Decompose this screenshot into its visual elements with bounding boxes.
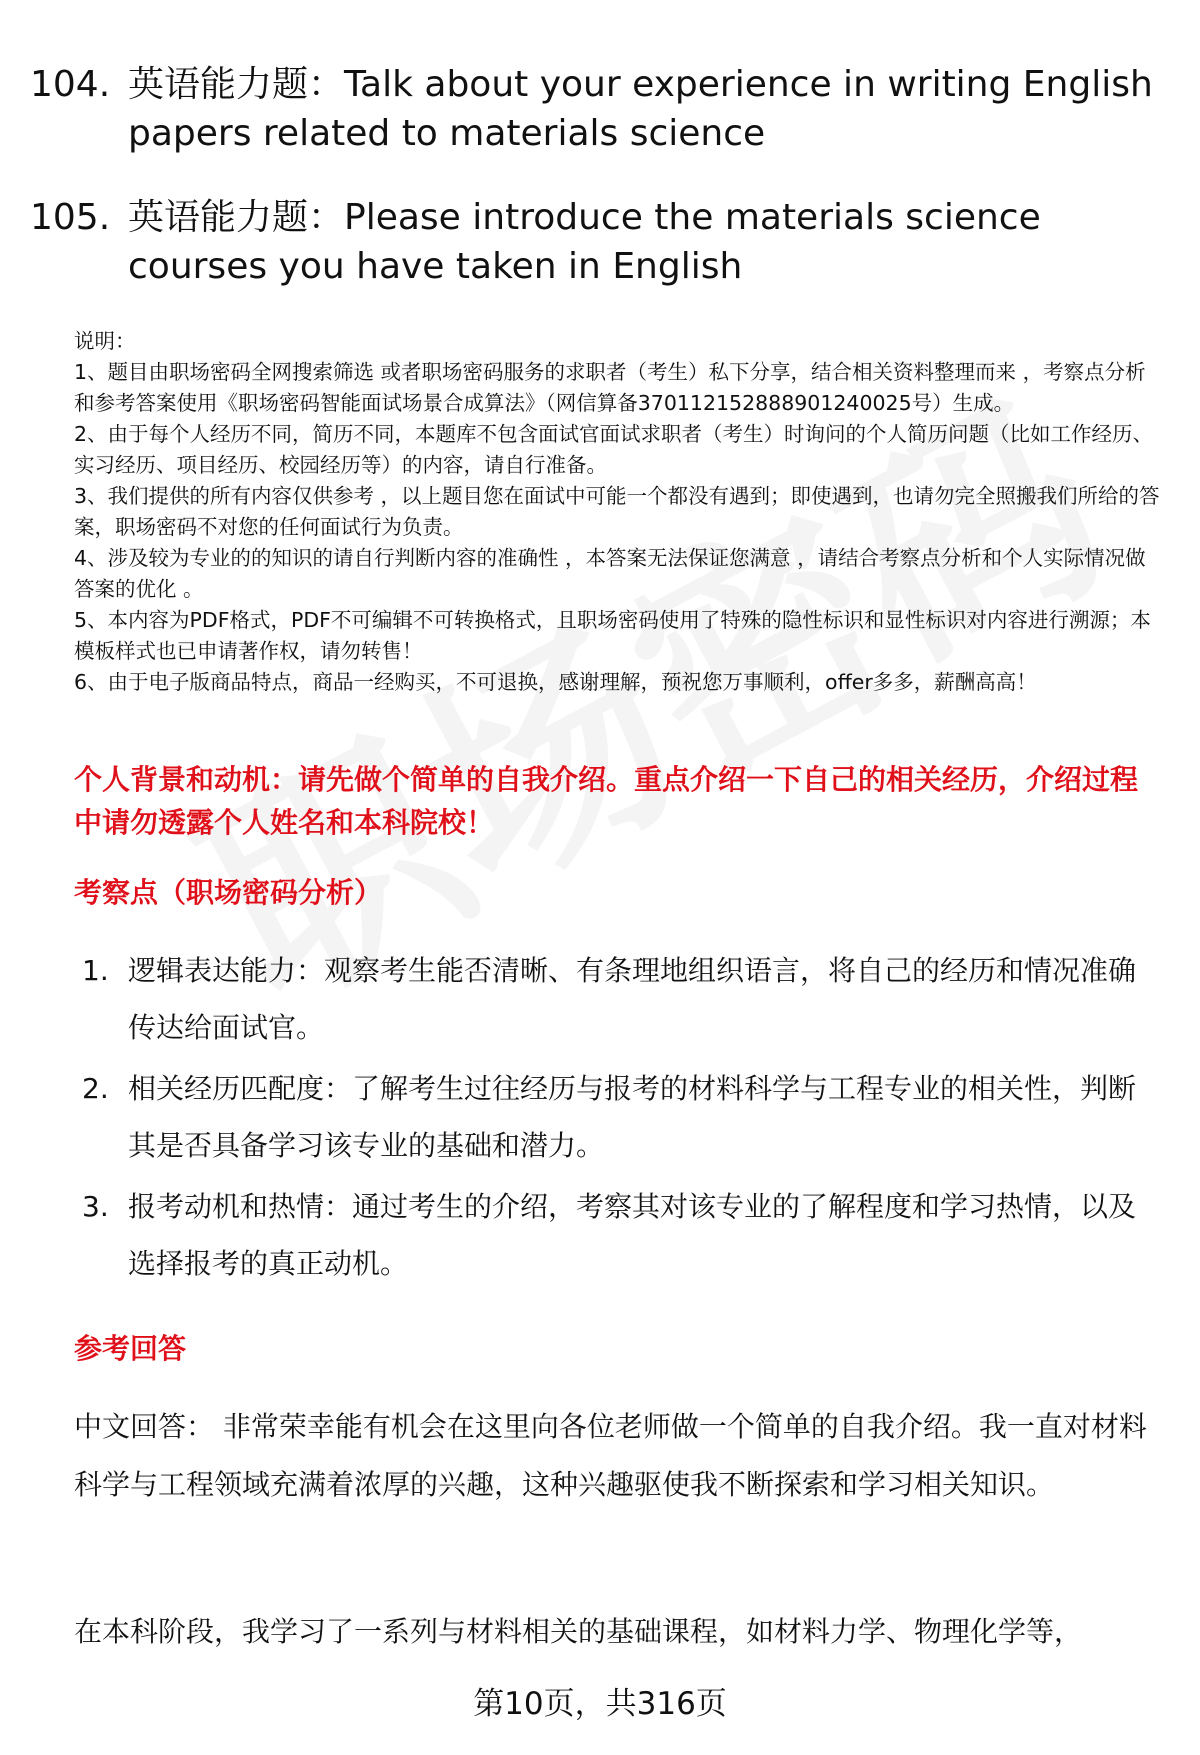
question-105 [30,193,1170,291]
note-item: 2、由于每个人经历不同，简历不同，本题库不包含面试官面试求职者（考生）时询问的个人简历问题（比如工作经历、实习经历、项目经历、校园经历等）的内容，请自行准备。 [74,422,1154,477]
question-text: 英语能力题：Talk about your experience in writing English papers related to materials science [128,64,1153,154]
disclaimer-notes [74,326,1160,698]
page-footer: 第10页，共316页 [473,1686,727,1722]
question-number: 105. [30,197,111,238]
question-104 [30,60,1170,158]
question-text: 英语能力题：Please introduce the materials science courses you have taken in English [128,197,1041,287]
list-item [82,1178,1162,1292]
note-item: 4、涉及较为专业的的知识的请自行判断内容的准确性 ，本答案无法保证您满意 ，请结合考察点分析和个人实际情况做答案的优化 。 [74,546,1146,601]
point-text: 相关经历匹配度：了解考生过往经历与报考的材料科学与工程专业的相关性，判断其是否具备学习该专业的基础和潜力。 [128,1072,1137,1162]
point-number: 2. [82,1072,109,1105]
note-item: 5、本内容为PDF格式，PDF不可编辑不可转换格式，且职场密码使用了特殊的隐性标识和显性标识对内容进行溯源；本模板样式也已申请著作权，请勿转售！ [74,608,1151,663]
note-item: 3、我们提供的所有内容仅供参考 ，以上题目您在面试中可能一个都没有遇到；即使遇到，也请勿完全照搬我们所给的答案，职场密码不对您的任何面试行为负责。 [74,484,1160,539]
list-item [82,942,1162,1056]
list-item [82,1060,1162,1174]
analysis-points [82,942,1162,1296]
point-number: 1. [82,954,109,987]
notes-heading: 说明： [74,329,136,353]
analysis-title: 考察点（职场密码分析） [74,876,383,909]
point-number: 3. [82,1190,109,1223]
point-text: 报考动机和热情：通过考生的介绍，考察其对该专业的了解程度和学习热情，以及选择报考的真正动机。 [128,1190,1137,1280]
point-text: 逻辑表达能力：观察考生能否清晰、有条理地组织语言，将自己的经历和情况准确传达给面试官。 [128,954,1137,1044]
note-item: 6、由于电子版商品特点，商品一经购买，不可退换，感谢理解，预祝您万事顺利，offer多多，薪酬高高！ [74,670,1037,694]
question-number: 104. [30,64,111,105]
note-item: 1、题目由职场密码全网搜索筛选 或者职场密码服务的求职者（考生）私下分享，结合相关资料整理而来 ，考察点分析和参考答案使用《职场密码智能面试场景合成算法》（网信算备370112152888901240025号）生成。 [74,360,1146,415]
answer-title: 参考回答 [74,1332,187,1365]
answer-paragraph: 中文回答： 非常荣幸能有机会在这里向各位老师做一个简单的自我介绍。我一直对材料科学与工程领域充满着浓厚的兴趣，这种兴趣驱使我不断探索和学习相关知识。 [74,1410,1147,1501]
answer-paragraph: 在本科阶段，我学习了一系列与材料相关的基础课程，如材料力学、物理化学等， [74,1615,1083,1648]
background-question: 个人背景和动机：请先做个简单的自我介绍。重点介绍一下自己的相关经历，介绍过程中请勿透露个人姓名和本科院校！ [74,763,1139,839]
